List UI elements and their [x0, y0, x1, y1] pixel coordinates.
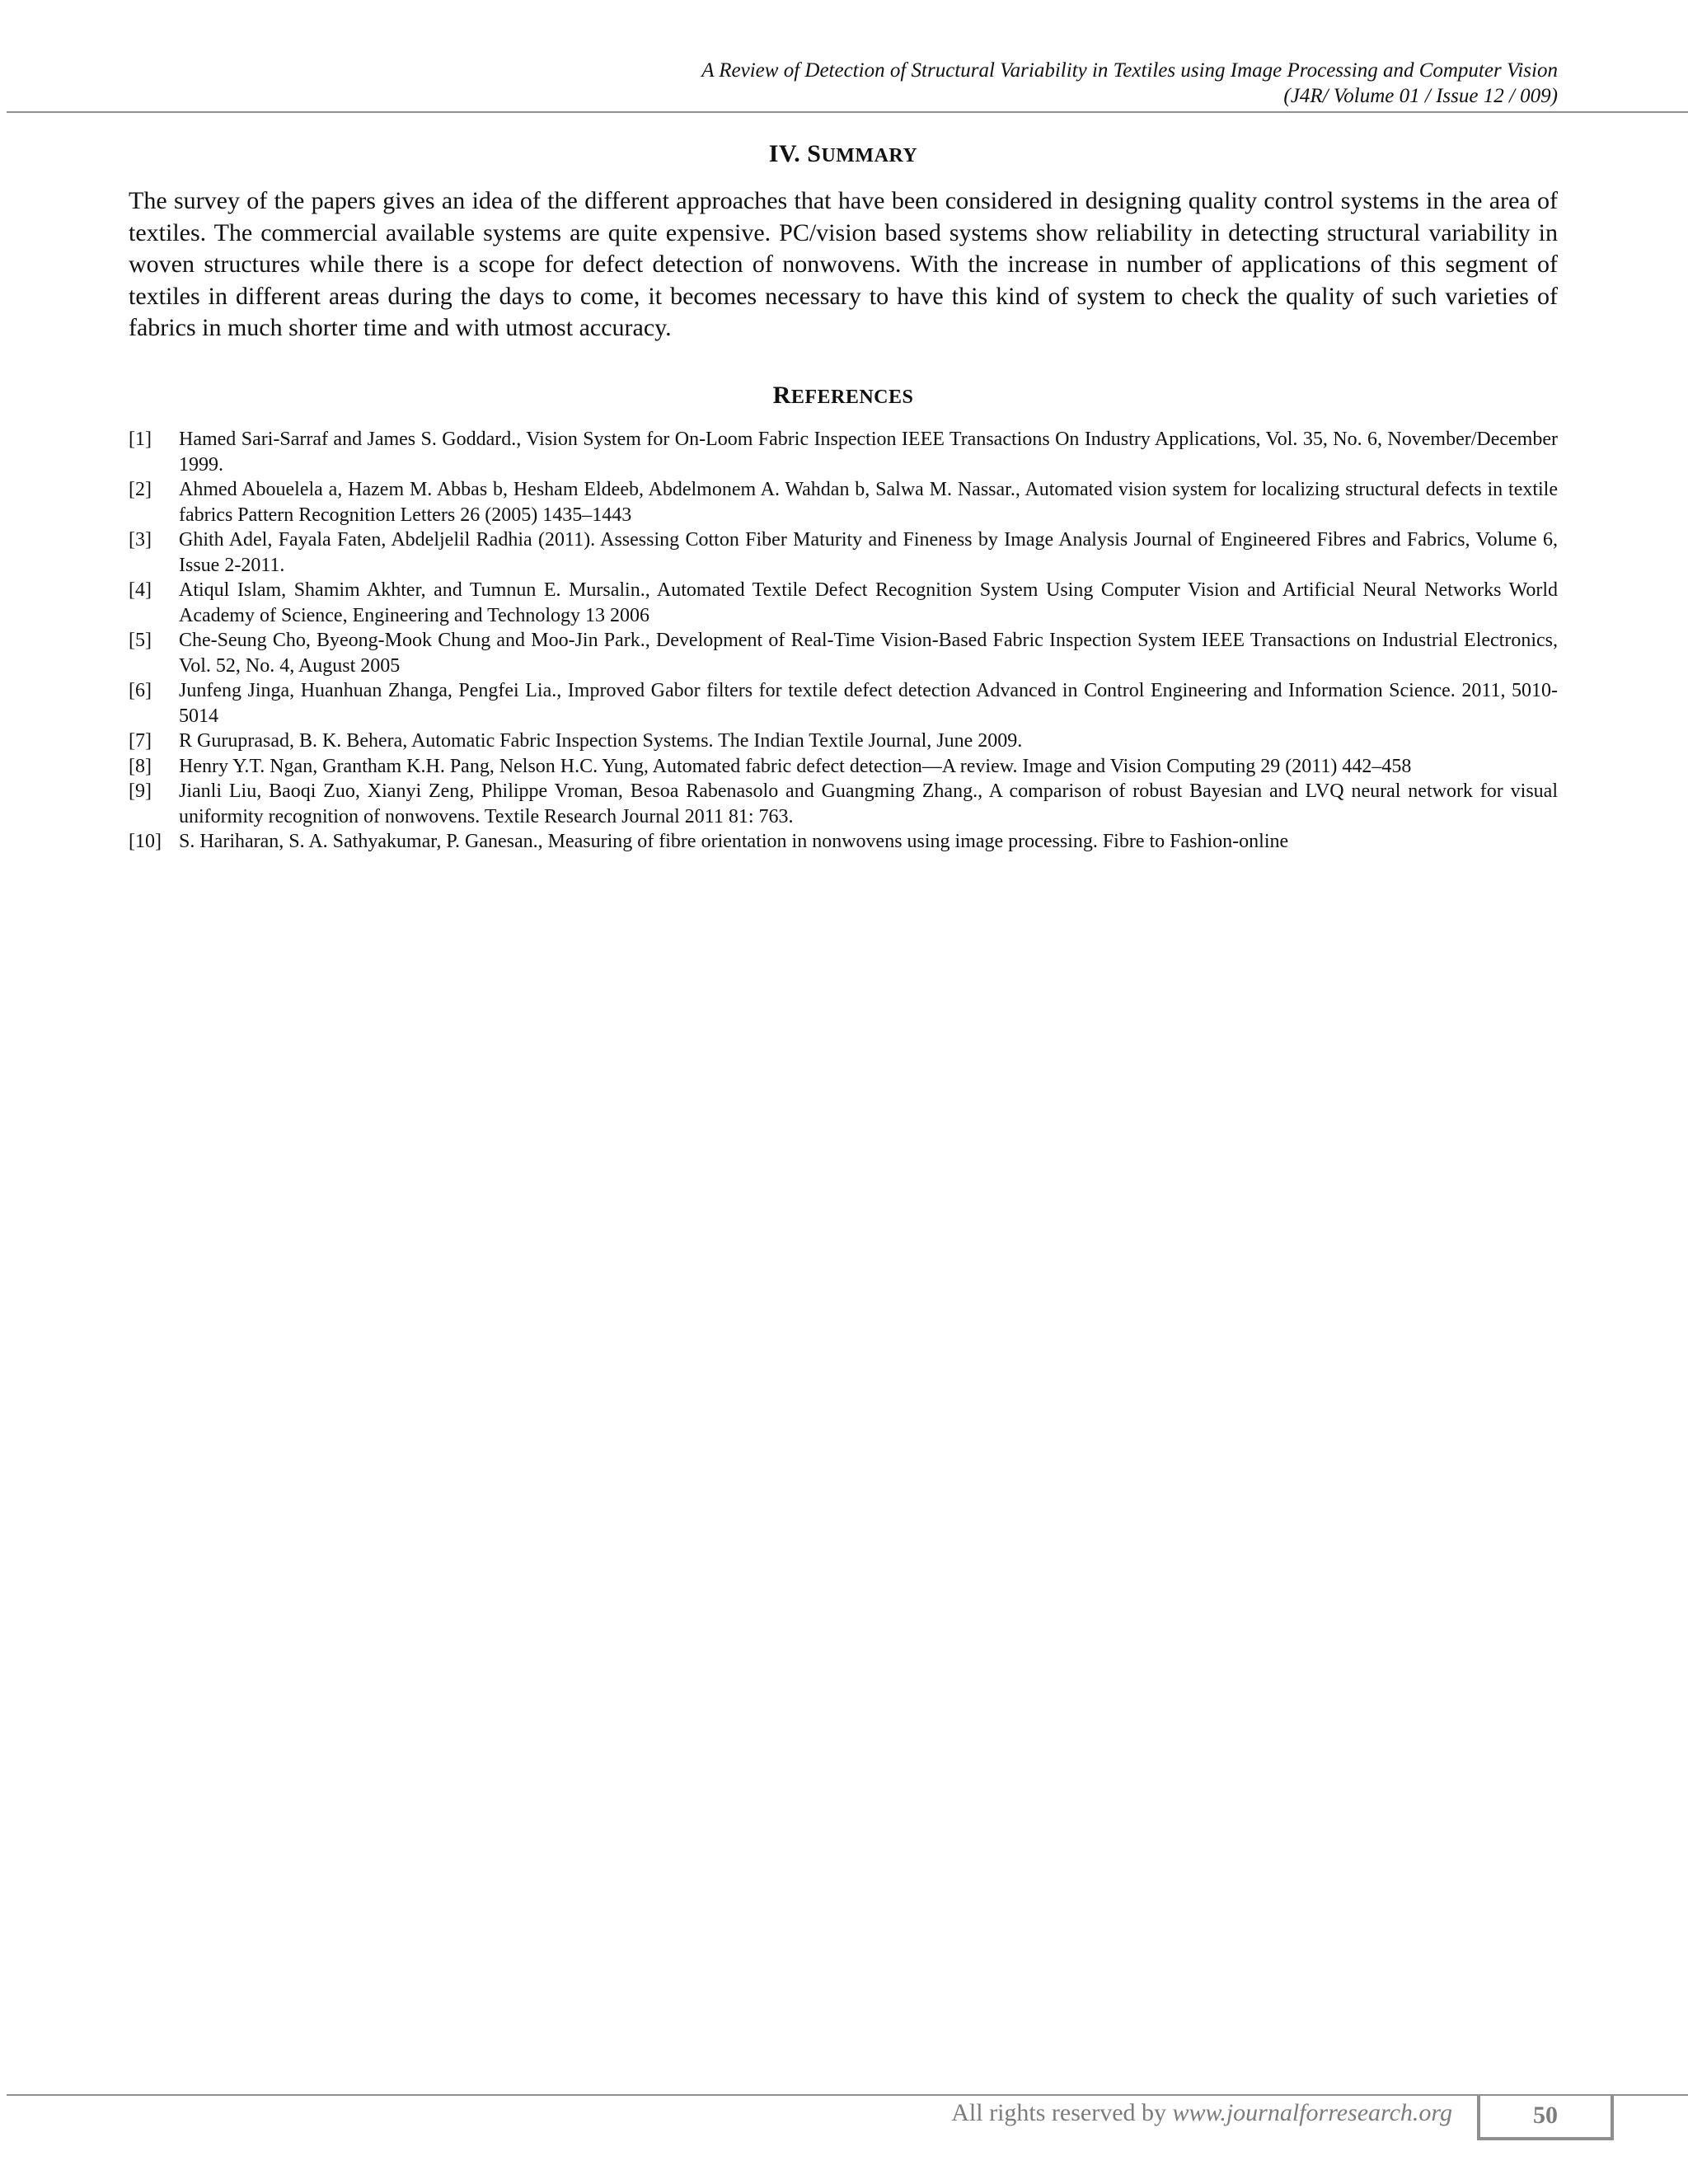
references-heading-rest: EFERENCES	[790, 387, 914, 408]
references-heading-initial: R	[772, 382, 791, 409]
reference-item	[129, 678, 1558, 729]
page-number: 50	[1533, 2102, 1558, 2129]
reference-number: [2]	[129, 479, 152, 500]
reference-number: [5]	[129, 630, 152, 651]
references-heading	[129, 382, 1558, 410]
reference-text: Junfeng Jinga, Huanhuan Zhanga, Pengfei Lia., Improved Gabor filters for textile defect detection Advanced in Control Engineering and Information Science. 2011, 5010-5014	[179, 680, 1558, 727]
reference-item	[129, 427, 1558, 477]
reference-number: [1]	[129, 429, 152, 450]
reference-item	[129, 477, 1558, 527]
summary-heading	[129, 140, 1558, 168]
reference-number: [3]	[129, 529, 152, 551]
summary-paragraph: The survey of the papers gives an idea of the different approaches that have been considered in designing quality control systems in the area of textiles. The commercial available systems are quite expensive. PC/vision based systems show reliability in detecting structural variability in woven structures while there is a scope for defect detection of nonwovens. With the increase in number of applications of this segment of textiles in different areas during the days to come, it becomes necessary to have this kind of system to check the quality of such varieties of fabrics in much shorter time and with utmost accuracy.	[129, 187, 1558, 341]
reference-text: Henry Y.T. Ngan, Grantham K.H. Pang, Nelson H.C. Yung, Automated fabric defect detection—A review. Image and Vision Computing 29 (2011) 442–458	[179, 755, 1412, 777]
running-header	[157, 58, 1558, 109]
footer-url: www.journalforresearch.org	[1172, 2099, 1452, 2126]
reference-item	[129, 527, 1558, 578]
reference-item	[129, 754, 1558, 780]
reference-text: Ahmed Abouelela a, Hazem M. Abbas b, Hesham Eldeeb, Abdelmonem A. Wahdan b, Salwa M. Nassar., Automated vision system for localizing structural defects in textile fabrics Pattern Recognition Letters 26 (2005) 1435–1443	[179, 479, 1558, 526]
reference-text: Ghith Adel, Fayala Faten, Abdeljelil Radhia (2011). Assessing Cotton Fiber Maturity and Fineness by Image Analysis Journal of Engineered Fibres and Fabrics, Volume 6, Issue 2-2011.	[179, 529, 1558, 576]
summary-heading-rest: UMMARY	[821, 145, 918, 166]
reference-number: [7]	[129, 730, 152, 752]
reference-number: [9]	[129, 780, 152, 802]
header-issue: (J4R/ Volume 01 / Issue 12 / 009)	[1283, 85, 1558, 107]
reference-item	[129, 628, 1558, 678]
reference-number: [8]	[129, 755, 152, 777]
header-title: A Review of Detection of Structural Variability in Textiles using Image Processing and Computer Vision	[701, 59, 1558, 82]
footer-divider	[7, 2094, 1688, 2096]
reference-list	[129, 427, 1558, 855]
reference-number: [10]	[129, 831, 162, 852]
reference-text: Atiqul Islam, Shamim Akhter, and Tumnun E. Mursalin., Automated Textile Defect Recognition System Using Computer Vision and Artificial Neural Networks World Academy of Science, Engineering and Technology 13 2006	[179, 579, 1558, 626]
reference-text: S. Hariharan, S. A. Sathyakumar, P. Ganesan., Measuring of fibre orientation in nonwovens using image processing. Fibre to Fashion-online	[179, 831, 1289, 852]
reference-text: Che-Seung Cho, Byeong-Mook Chung and Moo-Jin Park., Development of Real-Time Vision-Based Fabric Inspection System IEEE Transactions on Industrial Electronics, Vol. 52, No. 4, August 2005	[179, 630, 1558, 677]
header-divider	[7, 111, 1688, 113]
reference-item	[129, 779, 1558, 829]
reference-text: R Guruprasad, B. K. Behera, Automatic Fabric Inspection Systems. The Indian Textile Journal, June 2009.	[179, 730, 1023, 752]
summary-heading-initial: S	[807, 140, 822, 167]
reference-item	[129, 829, 1558, 855]
reference-item	[129, 578, 1558, 628]
reference-text: Jianli Liu, Baoqi Zuo, Xianyi Zeng, Philippe Vroman, Besoa Rabenasolo and Guangming Zhang., A comparison of robust Bayesian and LVQ neural network for visual uniformity recognition of nonwovens. Textile Research Journal 2011 81: 763.	[179, 780, 1558, 827]
footer-rights-text: All rights reserved by	[951, 2099, 1173, 2126]
reference-number: [6]	[129, 680, 152, 701]
summary-heading-number: IV.	[768, 140, 801, 167]
reference-number: [4]	[129, 579, 152, 601]
reference-text: Hamed Sari-Sarraf and James S. Goddard., Vision System for On-Loom Fabric Inspection IEEE Transactions On Industry Applications, Vol. 35, No. 6, November/December 1999.	[179, 429, 1558, 476]
footer-rights	[951, 2099, 1452, 2127]
reference-item	[129, 729, 1558, 754]
